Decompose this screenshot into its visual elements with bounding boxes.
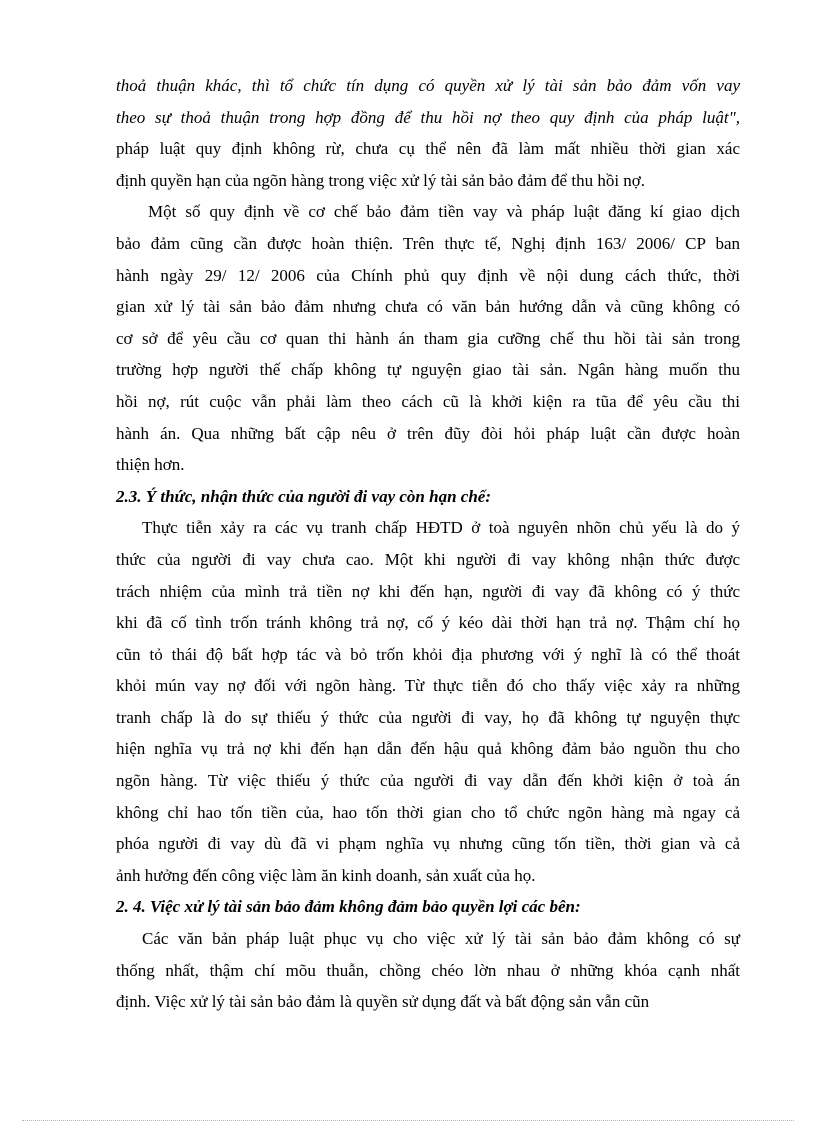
paragraph-1-line-4: định quyền hạn của ngõn hàng trong việc xử lý tài sản bảo đảm để thu hồi nợ. — [116, 170, 646, 190]
paragraph-3-line-6: khỏi mún vay nợ đối với ngõn hàng. Từ thực tiễn đó cho thấy việc xảy ra những — [116, 676, 740, 696]
paragraph-3-line-3: trách nhiệm của mình trả tiền nợ khi đến hạn, người đi vay đã không có ý thức — [116, 581, 740, 601]
paragraph-2-line-1: Một số quy định về cơ chế bảo đảm tiền vay và pháp luật đăng kí giao dịch — [148, 202, 740, 222]
paragraph-4-line-3: định. Việc xử lý tài sản bảo đảm là quyền sử dụng đất và bất động sản vẫn cũn — [116, 992, 650, 1012]
paragraph-3-line-11: phóa người đi vay dù đã vi phạm nghĩa vụ nhưng cũng tốn tiền, thời gian và cả — [116, 834, 740, 854]
page-bottom-rule — [22, 1120, 794, 1121]
paragraph-2-line-8: hành án. Qua những bất cập nêu ở trên đũy đòi hỏi pháp luật cần được hoàn — [116, 423, 740, 443]
paragraph-3 — [116, 512, 740, 891]
paragraph-3-line-2: thức của người đi vay chưa cao. Một khi người đi vay không nhận thức được — [116, 549, 740, 569]
paragraph-4 — [116, 923, 740, 1018]
paragraph-2-line-5: cơ sở để yêu cầu cơ quan thi hành án tham gia cưỡng chế thu hồi tài sản trong — [116, 328, 740, 348]
paragraph-3-line-5: cũn tỏ thái độ bất hợp tác và bỏ trốn khỏi địa phương với ý nghĩ là có thể thoát — [116, 644, 740, 664]
paragraph-4-line-2: thống nhất, thậm chí mõu thuẫn, chồng chéo lờn nhau ở những khóa cạnh nhất — [116, 960, 740, 980]
paragraph-3-line-7: tranh chấp là do sự thiếu ý thức của người đi vay, họ đã không tự nguyện thực — [116, 707, 740, 727]
paragraph-3-line-10: không chỉ hao tốn tiền của, hao tốn thời gian cho tổ chức ngõn hàng mà ngay cả — [116, 802, 740, 822]
paragraph-2-line-7: hồi nợ, rút cuộc vẫn phải làm theo cách cũ là khởi kiện ra tũa để yêu cầu thi — [116, 391, 740, 411]
paragraph-2-line-9: thiện hơn. — [116, 455, 185, 475]
paragraph-3-line-4: khi đã cố tình trốn tránh không trả nợ, cố ý kéo dài thời hạn trả nợ. Thậm chí họ — [116, 613, 740, 633]
paragraph-2 — [116, 196, 740, 480]
paragraph-2-line-4: gian xử lý tài sản bảo đảm nhưng chưa có văn bản hướng dẫn và cũng không có — [116, 297, 740, 317]
paragraph-3-line-8: hiện nghĩa vụ trả nợ khi đến hạn dẫn đến hậu quả không đảm bảo nguồn thu cho — [116, 739, 740, 759]
section-heading-2-3: 2.3. Ý thức, nhận thức của người đi vay còn hạn chế: — [116, 486, 491, 506]
paragraph-3-line-12: ảnh hưởng đến công việc làm ăn kinh doanh, sản xuất của họ. — [116, 865, 536, 885]
paragraph-4-line-1: Các văn bản pháp luật phục vụ cho việc xử lý tài sản bảo đảm không có sự — [142, 929, 740, 949]
paragraph-2-line-6: trường hợp người thế chấp không tự nguyện giao tài sản. Ngân hàng muốn thu — [116, 360, 740, 380]
document-page — [116, 70, 740, 1018]
paragraph-1 — [116, 70, 740, 196]
paragraph-1-line-1: thoả thuận khác, thì tổ chức tín dụng có quyền xử lý tài sản bảo đảm vốn vay — [116, 76, 740, 95]
paragraph-2-line-3: hành ngày 29/ 12/ 2006 của Chính phủ quy định về nội dung cách thức, thời — [116, 265, 740, 285]
paragraph-3-line-1: Thực tiễn xảy ra các vụ tranh chấp HĐTD ở toà nguyên nhõn chủ yếu là do ý — [142, 518, 740, 538]
paragraph-3-line-9: ngõn hàng. Từ việc thiếu ý thức của người đi vay dẫn đến khởi kiện ở toà án — [116, 771, 740, 791]
paragraph-2-line-2: bảo đảm cũng cần được hoàn thiện. Trên thực tế, Nghị định 163/ 2006/ CP ban — [116, 233, 740, 253]
section-heading-2-4: 2. 4. Việc xử lý tài sản bảo đảm không đảm bảo quyền lợi các bên: — [116, 897, 581, 917]
paragraph-1-line-3: pháp luật quy định không rừ, chưa cụ thể nên đã làm mất nhiều thời gian xác — [116, 139, 740, 159]
paragraph-1-line-2: theo sự thoả thuận trong hợp đồng để thu hồi nợ theo quy định của pháp luật", — [116, 107, 740, 127]
